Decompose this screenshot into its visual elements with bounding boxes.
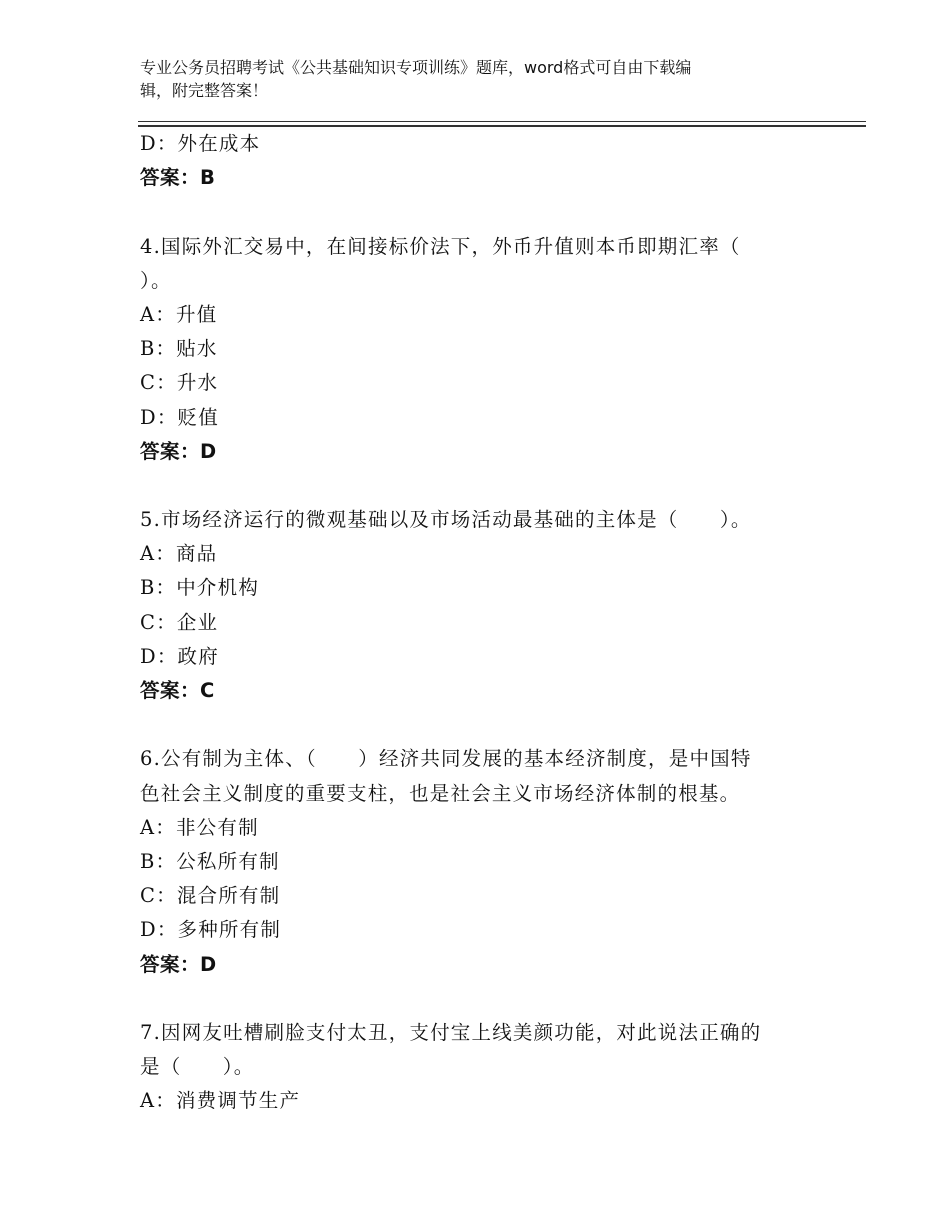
- header-line-1: 专业公务员招聘考试《公共基础知识专项训练》题库，word格式可自由下载编: [140, 58, 692, 77]
- question-line: D：贬值: [140, 405, 219, 429]
- answer-line: 答案：D: [140, 952, 217, 976]
- block-spacer: [140, 982, 820, 1016]
- question-line: 是（ ）。: [140, 1055, 255, 1079]
- question-line: D：政府: [140, 644, 219, 668]
- question-line: B：中介机构: [140, 576, 260, 600]
- block-spacer: [140, 195, 820, 229]
- question-line: C：升水: [140, 371, 219, 395]
- question-line: D：多种所有制: [140, 918, 282, 942]
- question-line: C：混合所有制: [140, 884, 281, 908]
- question-block: [140, 742, 820, 981]
- question-content: [140, 127, 820, 1118]
- question-stem: 5.市场经济运行的微观基础以及市场活动最基础的主体是（ ）。: [140, 508, 752, 532]
- question-line: B：贴水: [140, 337, 218, 361]
- block-spacer: [140, 708, 820, 742]
- question-stem: 4.国际外汇交易中，在间接标价法下，外币升值则本币即期汇率（: [140, 234, 741, 258]
- question-block: [140, 1016, 820, 1119]
- header-divider: [138, 121, 866, 122]
- question-line: A：升值: [140, 302, 218, 326]
- header-line-2: 辑，附完整答案！: [140, 81, 269, 100]
- question-block: [140, 230, 820, 469]
- question-line: D：外在成本: [140, 132, 261, 155]
- question-line: B：公私所有制: [140, 849, 280, 873]
- question-block: [140, 503, 820, 708]
- question-line: A：商品: [140, 542, 218, 566]
- question-line: 色社会主义制度的重要支柱，也是社会主义市场经济体制的根基。: [140, 781, 741, 805]
- question-block: [140, 127, 820, 195]
- question-line: C：企业: [140, 610, 219, 634]
- answer-line: 答案：D: [140, 439, 217, 463]
- question-stem: 6.公有制为主体、（ ）经济共同发展的基本经济制度，是中国特: [140, 747, 752, 771]
- answer-line: 答案：B: [140, 166, 216, 190]
- block-spacer: [140, 469, 820, 503]
- question-line: A：消费调节生产: [140, 1089, 301, 1113]
- question-line: A：非公有制: [140, 815, 259, 839]
- question-line: ）。: [140, 268, 172, 292]
- answer-line: 答案：C: [140, 679, 215, 702]
- page-header: [140, 56, 800, 102]
- question-stem: 7.因网友吐槽刷脸支付太丑，支付宝上线美颜功能，对此说法正确的: [140, 1020, 762, 1044]
